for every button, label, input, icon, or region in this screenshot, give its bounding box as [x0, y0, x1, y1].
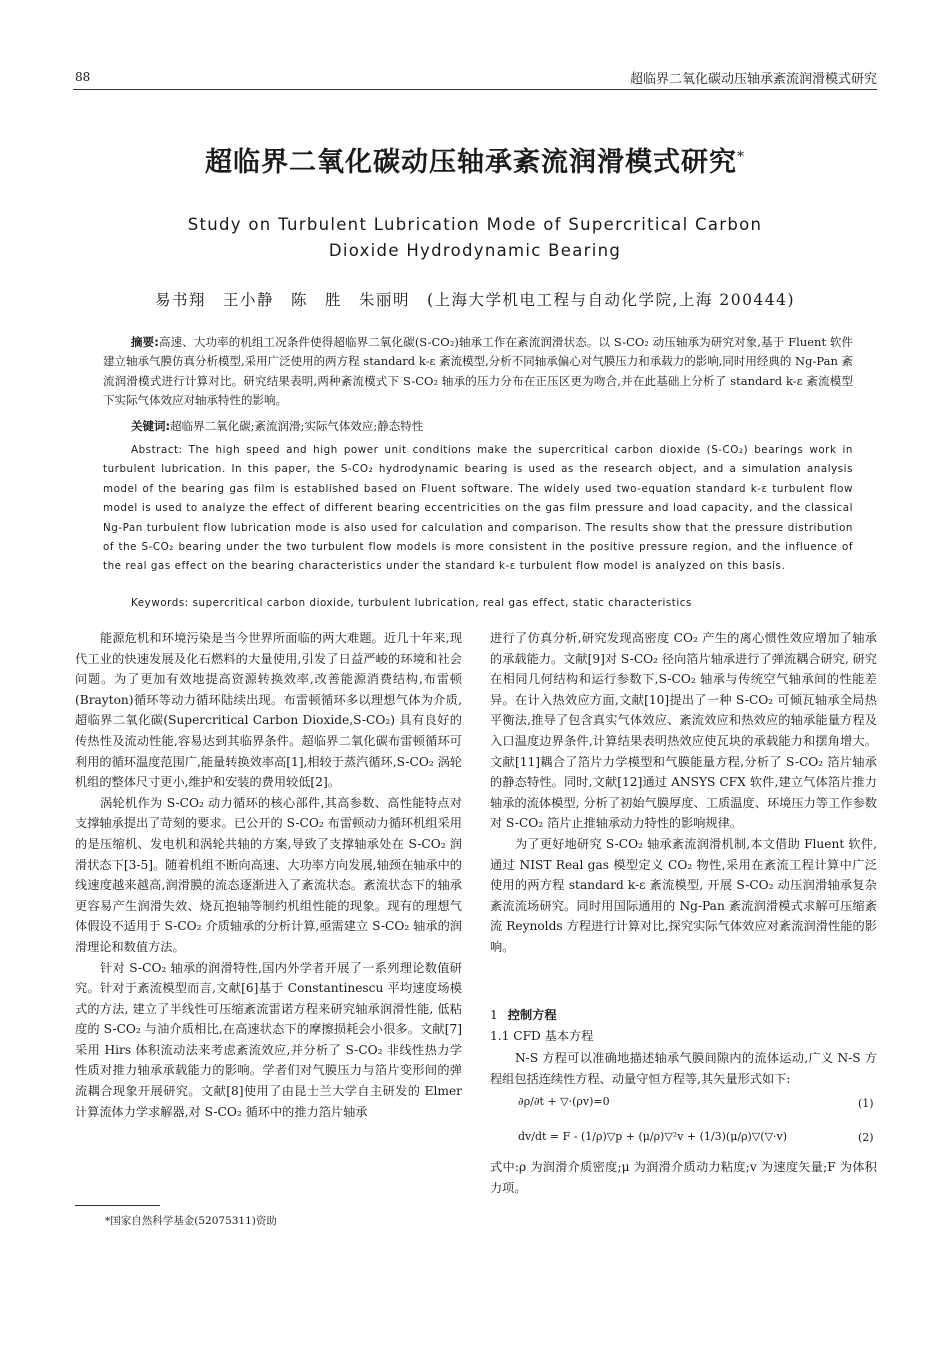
footnote-rule — [75, 1205, 160, 1206]
header-rule — [73, 89, 877, 90]
abstract-zh-text: 高速、大功率的机组工况条件使得超临界二氧化碳(S-CO₂)轴承工作在紊流润滑状态。以 S-CO₂ 动压轴承为研究对象,基于 Fluent 软件建立轴承气膜仿真分析模型,采用广泛使用的两方程 standard k-ε 紊流模型,分析不同轴承偏心对气膜压力和承载力的影响,同时用经典的 Ng-Pan 紊流润滑模式进行计算对比。研究结果表明,两种紊流模式下 S-CO₂ 轴承的压力分布在正压区更为吻合,并在此基础上分析了 standard k-ε 紊流模型下实际气体效应对轴承特性的影响。 — [103, 335, 854, 407]
keywords-zh-text: 超临界二氧化碳;紊流润滑;实际气体效应;静态特性 — [170, 419, 424, 433]
body-paragraph: 能源危机和环境污染是当今世界所面临的两大难题。近几十年来,现代工业的快速发展及化石燃料的大量使用,引发了日益严峻的环境和社会问题。为了更加有效地提高资源转换效率,改善能源消费结构,布雷顿(Brayton)循环等动力循环陆续出现。布雷顿循环多以理想气体为介质,超临界二氧化碳(Supercritical Carbon Dioxide,S-CO₂) 具有良好的传热性及流动性能,容易达到其临界条件。超临界二氧化碳布雷顿循环可利用的循环温度范围广,能量转换效率高[1],相较于蒸汽循环,S-CO₂ 涡轮机组的整体尺寸更小,维护和安装的费用较低[2]。 — [75, 631, 462, 790]
paper-title-zh — [75, 140, 875, 179]
abstract-en: Abstract: The high speed and high power unit conditions make the supercritical carbon dioxide (S-CO₂) bearings work in turbulent lubrication. In this paper, the S-CO₂ hydrodynamic bearing is used as the research object, and a simulation analysis model of the bearing gas film is established based on Fluent software. The widely used two-equation standard k-ε turbulent flow model is used to analyze the effect of different bearing eccentricities on the gas film pressure and load capacity, and the classical Ng-Pan turbulent flow lubrication mode is also used for calculation and comparison. The results show that the pressure distribution of the S-CO₂ bearing under the two turbulent flow models is more consistent in the positive pressure region, and the influence of the real gas effect on the bearing characteristics under the standard k-ε turbulent flow model is analyzed on this basis. — [103, 444, 853, 573]
abstract-zh-label: 摘要: — [131, 335, 159, 349]
keywords-en: Keywords: supercritical carbon dioxide, turbulent lubrication, real gas effect, static characteristics — [131, 597, 692, 609]
subsection-heading: 1.1 CFD 基本方程 — [490, 1029, 594, 1043]
body-paragraph: 为了更好地研究 S-CO₂ 轴承紊流润滑机制,本文借助 Fluent 软件,通过 NIST Real gas 模型定义 CO₂ 物性,采用在紊流工程计算中广泛使用的两方程 standard k-ε 紊流模型, 开展 S-CO₂ 动压润滑轴承复杂紊流流场研究。同时用国际通用的 Ng-Pan 紊流润滑模式求解可压缩紊流 Reynolds 方程进行计算对比,探究实际气体效应对紊流润滑性能的影响。 — [490, 836, 877, 954]
body-paragraph: 针对 S-CO₂ 轴承的润滑特性,国内外学者开展了一系列理论数值研究。针对于紊流模型而言,文献[6]基于 Constantinescu 平均速度场模式的方法, 建立了半线性可压缩紊流雷诺方程来研究轴承润滑性能, 低粘度的 S-CO₂ 与油介质相比,在高速状态下的摩擦损耗会小很多。文献[7]采用 Hirs 体积流动法来考虑紊流效应,并分析了 S-CO₂ 非线性热力学性质对推力轴承承载能力的影响。学者们对气膜压力与箔片变形间的弹流耦合现象开展研究。文献[8]使用了由昆士兰大学自主研发的 Elmer 计算流体力学求解器,对 S-CO₂ 循环中的推力箔片轴承 — [75, 960, 462, 1119]
body-paragraph: 式中:ρ 为润滑介质密度;μ 为润滑介质动力粘度;v 为速度矢量;F 为体积力项。 — [490, 1160, 877, 1195]
title-en-line2: Dioxide Hydrodynamic Bearing — [328, 241, 622, 260]
equation-1: ∂ρ/∂t + ▽·(ρv)=0 — [518, 1095, 610, 1108]
equation-1-number: (1) — [858, 1097, 874, 1110]
title-zh-text: 超临界二氧化碳动压轴承紊流润滑模式研究 — [205, 147, 737, 178]
equation-2: dv/dt = F - (1/ρ)▽p + (μ/ρ)▽²v + (1/3)(μ/ρ)▽(▽·v) — [518, 1130, 788, 1143]
body-paragraph: N-S 方程可以准确地描述轴承气膜间隙内的流体运动,广义 N-S 方程组包括连续性方程、动量守恒方程等,其矢量形式如下: — [490, 1051, 877, 1086]
footnote: *国家自然科学基金(52075311)资助 — [105, 1215, 277, 1227]
body-column-right-cont — [490, 1048, 877, 1089]
keywords-zh — [131, 418, 851, 434]
section-number: 1 — [490, 1008, 498, 1022]
body-paragraph: 进行了仿真分析,研究发现高密度 CO₂ 产生的离心惯性效应增加了轴承的承载能力。文献[9]对 S-CO₂ 径向箔片轴承进行了弹流耦合研究, 研究在相同几何结构和运行参数下,S-CO₂ 轴承与传统空气轴承间的性能差异。在计入热效应方面,文献[10]提出了一种 S-CO₂ 可倾瓦轴承全局热平衡法,推导了包含真实气体效应、紊流效应和热效应的轴承能量方程及入口温度边界条件,计算结果表明热效应使瓦块的承载能力和摆角增大。文献[11]耦合了箔片力学模型和气膜能量方程,分析了 S-CO₂ 箔片轴承的静态特性。同时,文献[12]通过 ANSYS CFX 软件,建立气体箔片推力轴承的流体模型, 分析了初始气膜厚度、工质温度、环境压力等工作参数对 S-CO₂ 箔片止推轴承动力特性的影响规律。 — [490, 631, 877, 831]
section-heading — [490, 1006, 557, 1023]
title-en-line1: Study on Turbulent Lubrication Mode of Supercritical Carbon — [187, 215, 763, 234]
body-column-left — [75, 628, 462, 1122]
abstract-zh — [103, 333, 853, 410]
body-paragraph: 涡轮机作为 S-CO₂ 动力循环的核心部件,其高参数、高性能特点对支撑轴承提出了苛刻的要求。已公开的 S-CO₂ 布雷顿动力循环机组采用的是压缩机、发电机和涡轮共轴的方案,导致了支撑轴承处在 S-CO₂ 润滑状态下[3-5]。随着机组不断向高速、大功率方向发展,轴颈在轴承中的线速度越来越高,润滑膜的流态逐渐进入了紊流状态。紊流状态下的轴承更容易产生润滑失效、烧瓦抱轴等制约机组性能的现象。现有的理想气体假设不适用于 S-CO₂ 介质轴承的分析计算,亟需建立 S-CO₂ 轴承的润滑理论和数值方法。 — [75, 795, 462, 954]
body-column-right — [490, 628, 877, 958]
paper-title-en — [75, 212, 875, 264]
title-footnote-marker: * — [737, 149, 745, 165]
body-column-right-end — [490, 1157, 877, 1198]
section-title: 控制方程 — [507, 1008, 557, 1022]
equation-2-number: (2) — [858, 1131, 874, 1144]
keywords-zh-label: 关键词: — [131, 419, 171, 433]
authors-affiliation: 易书翔 王小静 陈 胜 朱丽明 (上海大学机电工程与自动化学院,上海 200444) — [154, 291, 796, 309]
running-title: 超临界二氧化碳动压轴承紊流润滑模式研究 — [629, 72, 877, 87]
page-number: 88 — [75, 70, 91, 84]
